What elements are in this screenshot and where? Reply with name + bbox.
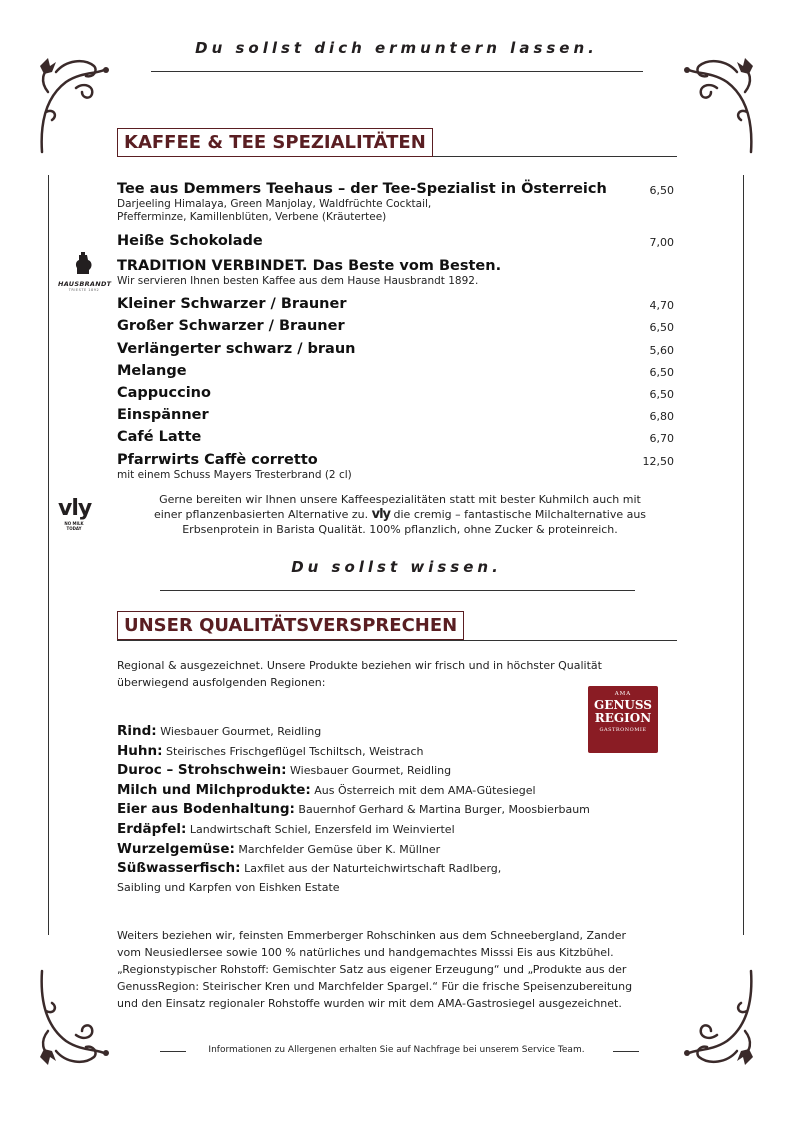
region-text: Wiesbauer Gourmet, Reidling bbox=[290, 764, 452, 778]
region-label: Huhn: bbox=[117, 742, 163, 759]
coffee-pot-icon bbox=[73, 252, 95, 276]
ornament-top-right bbox=[667, 52, 757, 157]
vly-note bbox=[130, 492, 670, 537]
region-item bbox=[117, 742, 677, 762]
ama-badge-top: AMA bbox=[614, 691, 632, 697]
region-item bbox=[117, 840, 677, 860]
region-item bbox=[117, 859, 677, 879]
left-frame-line bbox=[48, 175, 49, 935]
item-price: 6,80 bbox=[649, 410, 674, 423]
menu-item-kleiner-schwarzer bbox=[117, 295, 674, 313]
closing-text bbox=[117, 927, 677, 1012]
region-text: Bauernhof Gerhard & Martina Burger, Moosbierbaum bbox=[298, 803, 590, 817]
region-text: Landwirtschaft Schiel, Enzersfeld im Weinviertel bbox=[189, 822, 455, 836]
region-item bbox=[117, 820, 677, 840]
vly-note-text: die cremig – fantastische Milchalternative aus bbox=[393, 508, 647, 521]
region-tail: Saibling und Karpfen von Eishken Estate bbox=[117, 880, 340, 894]
region-item bbox=[117, 800, 677, 820]
item-price: 7,00 bbox=[649, 236, 674, 249]
item-desc: mit einem Schuss Mayers Tresterbrand (2 cl) bbox=[117, 469, 352, 481]
region-text: Aus Österreich mit dem AMA-Gütesiegel bbox=[314, 783, 536, 797]
item-desc: Pfefferminze, Kamillenblüten, Verbene (Kräutertee) bbox=[117, 210, 387, 223]
closing-line: „Regionstypischer Rohstoff: Gemischter Satz aus eigener Erzeugung“ und „Produkte aus der bbox=[117, 963, 627, 976]
item-name: Tee aus Demmers Teehaus – der Tee-Spezialist in Österreich bbox=[117, 181, 607, 197]
item-price: 6,70 bbox=[649, 432, 674, 445]
vly-note-text: einer pflanzenbasierten Alternative zu. bbox=[153, 508, 369, 521]
region-label: Duroc – Strohschwein: bbox=[117, 762, 287, 779]
vly-note-line bbox=[130, 507, 670, 522]
closing-line: vom Neusiedlersee sowie 100 % natürliches und handgemachtes Misssi Eis aus Kitzbühel. bbox=[117, 946, 614, 959]
item-price: 5,60 bbox=[649, 344, 674, 357]
region-text: Marchfelder Gemüse über K. Müllner bbox=[238, 842, 441, 856]
menu-item-cappuccino bbox=[117, 384, 674, 402]
region-label: Süßwasserfisch: bbox=[117, 860, 241, 877]
ornament-top-left bbox=[36, 52, 126, 157]
hausbrandt-logo bbox=[58, 252, 110, 292]
ama-badge-line1: GENUSS bbox=[594, 698, 652, 712]
region-text: Wiesbauer Gourmet, Reidling bbox=[160, 725, 322, 738]
item-desc: Wir servieren Ihnen besten Kaffee aus dem Hause Hausbrandt 1892. bbox=[117, 275, 479, 287]
closing-line: und den Einsatz regionaler Rohstoffe wurden wir mit dem AMA-Gastrosiegel ausgezeichnet. bbox=[117, 997, 622, 1010]
vly-sub-2: TODAY bbox=[66, 526, 82, 531]
closing-line: Weiters beziehen wir, feinsten Emmerberger Rohschinken aus dem Schneebergland, Zander bbox=[117, 929, 627, 942]
vly-note-line: Gerne bereiten wir Ihnen unsere Kaffeespezialitäten statt mit bester Kuhmilch auch mit bbox=[159, 493, 641, 506]
menu-item-caffe-corretto bbox=[117, 451, 674, 482]
item-desc: Darjeeling Himalaya, Green Manjolay, Waldfrüchte Cocktail, bbox=[117, 198, 432, 210]
region-list bbox=[117, 722, 677, 897]
item-price: 6,50 bbox=[649, 388, 674, 401]
region-item bbox=[117, 781, 677, 801]
region-item bbox=[117, 722, 677, 742]
menu-item-tee bbox=[117, 180, 674, 223]
menu-item-cafe-latte bbox=[117, 428, 674, 446]
item-price: 6,50 bbox=[649, 366, 674, 379]
allergen-footer: Informationen zu Allergenen erhalten Sie auf Nachfrage bei unserem Service Team. bbox=[208, 1045, 585, 1055]
menu-item-verlaengerter bbox=[117, 340, 674, 358]
tagline-top: Du sollst dich ermuntern lassen. bbox=[195, 39, 598, 57]
vly-logo bbox=[58, 498, 90, 531]
region-label: Erdäpfel: bbox=[117, 820, 187, 837]
vly-wordmark: vly bbox=[58, 496, 92, 521]
right-frame-line bbox=[743, 175, 744, 935]
item-name: Verlängerter schwarz / braun bbox=[117, 341, 356, 357]
item-name: TRADITION VERBINDET. Das Beste vom Besten. bbox=[117, 258, 502, 274]
hausbrandt-wordmark: HAUSBRANDT bbox=[58, 280, 112, 288]
closing-line: GenussRegion: Steirischer Kren und Marchfelder Spargel.“ Für die frische Speisenzubereitung bbox=[117, 980, 633, 993]
item-name: Melange bbox=[117, 363, 187, 379]
menu-item-tradition bbox=[117, 257, 674, 288]
item-name: Cappuccino bbox=[117, 385, 211, 401]
item-price: 6,50 bbox=[649, 184, 674, 197]
section2-title: UNSER QUALITÄTSVERSPRECHEN bbox=[117, 611, 464, 640]
vly-sub-1: NO MILK bbox=[64, 521, 84, 526]
vly-inline-logo: vly bbox=[371, 507, 391, 522]
item-name: Pfarrwirts Caffè corretto bbox=[117, 452, 318, 468]
region-item bbox=[117, 761, 677, 781]
item-name: Kleiner Schwarzer / Brauner bbox=[117, 296, 347, 312]
menu-item-schokolade bbox=[117, 232, 674, 250]
region-label: Wurzelgemüse: bbox=[117, 840, 235, 857]
item-name: Café Latte bbox=[117, 429, 202, 445]
region-text: Steirisches Frischgeflügel Tschiltsch, Weistrach bbox=[166, 744, 424, 758]
ama-badge-line2: REGION bbox=[594, 711, 652, 725]
ornament-bottom-left bbox=[36, 966, 126, 1071]
hausbrandt-tagline: TRIESTE 1892 bbox=[68, 288, 100, 292]
menu-item-einspaenner bbox=[117, 406, 674, 424]
item-name: Einspänner bbox=[117, 407, 209, 423]
item-price: 12,50 bbox=[642, 455, 674, 468]
ornament-bottom-right bbox=[667, 966, 757, 1071]
region-label: Rind: bbox=[117, 723, 157, 739]
region-text: Laxfilet aus der Naturteichwirtschaft Radlberg, bbox=[244, 862, 502, 876]
menu-item-grosser-schwarzer bbox=[117, 317, 674, 335]
ama-badge-bottom: GASTRONOMIE bbox=[599, 727, 647, 733]
section2-underline bbox=[117, 640, 677, 641]
region-label: Eier aus Bodenhaltung: bbox=[117, 801, 295, 818]
item-price: 4,70 bbox=[649, 299, 674, 312]
top-rule bbox=[151, 71, 643, 72]
middle-rule bbox=[160, 590, 635, 591]
section1-title: KAFFEE & TEE SPEZIALITÄTEN bbox=[117, 128, 433, 157]
intro-line: überwiegend ausfolgenden Regionen: bbox=[117, 676, 326, 689]
item-name: Großer Schwarzer / Brauner bbox=[117, 318, 345, 334]
vly-note-line: Erbsenprotein in Barista Qualität. 100% pflanzlich, ohne Zucker & proteinreich. bbox=[182, 523, 618, 536]
item-name: Heiße Schokolade bbox=[117, 233, 263, 249]
menu-item-melange bbox=[117, 362, 674, 380]
item-price: 6,50 bbox=[649, 321, 674, 334]
region-label: Milch und Milchprodukte: bbox=[117, 781, 311, 798]
intro-line: Regional & ausgezeichnet. Unsere Produkte beziehen wir frisch und in höchster Qualität bbox=[117, 659, 602, 672]
tagline-middle: Du sollst wissen. bbox=[291, 558, 502, 576]
